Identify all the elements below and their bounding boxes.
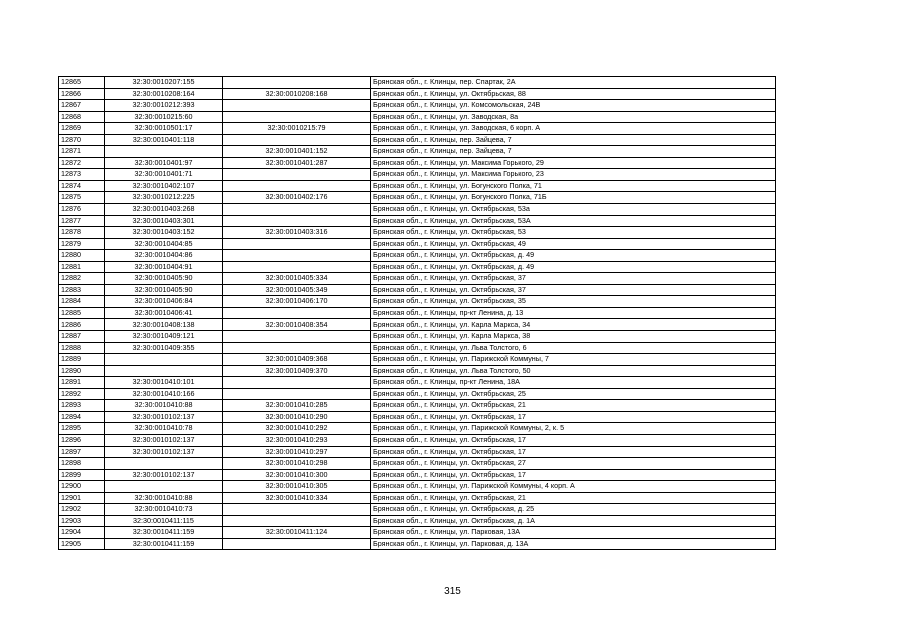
address-cell: Брянская обл., г. Клинцы, ул. Карла Маркса, 34 — [371, 319, 776, 331]
related-cadastral-number-cell: 32:30:0010405:349 — [223, 284, 371, 296]
related-cadastral-number-cell — [223, 100, 371, 112]
address-cell: Брянская обл., г. Клинцы, ул. Октябрьская, 21 — [371, 492, 776, 504]
address-cell: Брянская обл., г. Клинцы, ул. Октябрьская, 17 — [371, 411, 776, 423]
cadastral-number-cell: 32:30:0010212:225 — [105, 192, 223, 204]
row-number-cell: 12892 — [59, 388, 105, 400]
row-number-cell: 12883 — [59, 284, 105, 296]
row-number-cell: 12889 — [59, 354, 105, 366]
table-row — [59, 434, 776, 446]
cadastral-number-cell — [105, 365, 223, 377]
related-cadastral-number-cell: 32:30:0010408:354 — [223, 319, 371, 331]
cadastral-number-cell: 32:30:0010410:78 — [105, 423, 223, 435]
row-number-cell: 12872 — [59, 157, 105, 169]
cadastral-number-cell: 32:30:0010404:86 — [105, 250, 223, 262]
related-cadastral-number-cell — [223, 377, 371, 389]
related-cadastral-number-cell — [223, 204, 371, 216]
table-row — [59, 504, 776, 516]
cadastral-number-cell: 32:30:0010102:137 — [105, 434, 223, 446]
related-cadastral-number-cell — [223, 215, 371, 227]
row-number-cell: 12896 — [59, 434, 105, 446]
table-row — [59, 527, 776, 539]
address-cell: Брянская обл., г. Клинцы, ул. Октябрьская, 37 — [371, 273, 776, 285]
row-number-cell: 12875 — [59, 192, 105, 204]
registry-table — [58, 76, 776, 550]
table-row — [59, 296, 776, 308]
cadastral-number-cell: 32:30:0010406:41 — [105, 307, 223, 319]
cadastral-number-cell: 32:30:0010402:107 — [105, 180, 223, 192]
cadastral-number-cell: 32:30:0010212:393 — [105, 100, 223, 112]
related-cadastral-number-cell: 32:30:0010215:79 — [223, 123, 371, 135]
address-cell: Брянская обл., г. Клинцы, ул. Заводская, 6 корп. А — [371, 123, 776, 135]
row-number-cell: 12897 — [59, 446, 105, 458]
registry-table-body — [59, 77, 776, 550]
table-row — [59, 423, 776, 435]
row-number-cell: 12901 — [59, 492, 105, 504]
cadastral-number-cell: 32:30:0010410:73 — [105, 504, 223, 516]
row-number-cell: 12868 — [59, 111, 105, 123]
cadastral-number-cell: 32:30:0010401:71 — [105, 169, 223, 181]
related-cadastral-number-cell: 32:30:0010208:168 — [223, 88, 371, 100]
cadastral-number-cell — [105, 481, 223, 493]
related-cadastral-number-cell: 32:30:0010401:152 — [223, 146, 371, 158]
address-cell: Брянская обл., г. Клинцы, ул. Октябрьская, 53А — [371, 215, 776, 227]
cadastral-number-cell: 32:30:0010401:118 — [105, 134, 223, 146]
row-number-cell: 12898 — [59, 458, 105, 470]
table-row — [59, 123, 776, 135]
table-row — [59, 331, 776, 343]
table-row — [59, 227, 776, 239]
table-row — [59, 273, 776, 285]
cadastral-number-cell: 32:30:0010410:88 — [105, 400, 223, 412]
cadastral-number-cell: 32:30:0010501:17 — [105, 123, 223, 135]
table-row — [59, 134, 776, 146]
address-cell: Брянская обл., г. Клинцы, ул. Октябрьская, 27 — [371, 458, 776, 470]
related-cadastral-number-cell: 32:30:0010410:297 — [223, 446, 371, 458]
related-cadastral-number-cell — [223, 515, 371, 527]
table-row — [59, 388, 776, 400]
cadastral-number-cell: 32:30:0010404:85 — [105, 238, 223, 250]
related-cadastral-number-cell: 32:30:0010410:334 — [223, 492, 371, 504]
cadastral-number-cell: 32:30:0010403:301 — [105, 215, 223, 227]
table-row — [59, 458, 776, 470]
related-cadastral-number-cell — [223, 134, 371, 146]
related-cadastral-number-cell: 32:30:0010410:305 — [223, 481, 371, 493]
cadastral-number-cell: 32:30:0010404:91 — [105, 261, 223, 273]
address-cell: Брянская обл., г. Клинцы, ул. Октябрьская, д. 25 — [371, 504, 776, 516]
address-cell: Брянская обл., г. Клинцы, ул. Октябрьская, 53а — [371, 204, 776, 216]
table-row — [59, 146, 776, 158]
related-cadastral-number-cell: 32:30:0010410:300 — [223, 469, 371, 481]
related-cadastral-number-cell: 32:30:0010403:316 — [223, 227, 371, 239]
address-cell: Брянская обл., г. Клинцы, ул. Октябрьская, 17 — [371, 434, 776, 446]
address-cell: Брянская обл., г. Клинцы, пер. Зайцева, 7 — [371, 134, 776, 146]
row-number-cell: 12895 — [59, 423, 105, 435]
table-row — [59, 400, 776, 412]
cadastral-number-cell: 32:30:0010102:137 — [105, 469, 223, 481]
row-number-cell: 12890 — [59, 365, 105, 377]
row-number-cell: 12873 — [59, 169, 105, 181]
related-cadastral-number-cell: 32:30:0010411:124 — [223, 527, 371, 539]
table-row — [59, 157, 776, 169]
related-cadastral-number-cell — [223, 538, 371, 550]
cadastral-number-cell: 32:30:0010405:90 — [105, 273, 223, 285]
address-cell: Брянская обл., г. Клинцы, ул. Комсомольская, 24В — [371, 100, 776, 112]
cadastral-number-cell: 32:30:0010406:84 — [105, 296, 223, 308]
address-cell: Брянская обл., г. Клинцы, пер. Зайцева, 7 — [371, 146, 776, 158]
cadastral-number-cell: 32:30:0010410:101 — [105, 377, 223, 389]
row-number-cell: 12867 — [59, 100, 105, 112]
row-number-cell: 12871 — [59, 146, 105, 158]
address-cell: Брянская обл., г. Клинцы, ул. Октябрьская, 21 — [371, 400, 776, 412]
related-cadastral-number-cell — [223, 261, 371, 273]
related-cadastral-number-cell — [223, 111, 371, 123]
row-number-cell: 12903 — [59, 515, 105, 527]
cadastral-number-cell: 32:30:0010215:60 — [105, 111, 223, 123]
address-cell: Брянская обл., г. Клинцы, пр-кт Ленина, 18А — [371, 377, 776, 389]
table-row — [59, 111, 776, 123]
row-number-cell: 12904 — [59, 527, 105, 539]
address-cell: Брянская обл., г. Клинцы, ул. Карла Маркса, 38 — [371, 331, 776, 343]
table-row — [59, 284, 776, 296]
table-row — [59, 204, 776, 216]
address-cell: Брянская обл., г. Клинцы, ул. Парижской Коммуны, 2, к. 5 — [371, 423, 776, 435]
row-number-cell: 12893 — [59, 400, 105, 412]
row-number-cell: 12888 — [59, 342, 105, 354]
cadastral-number-cell: 32:30:0010208:164 — [105, 88, 223, 100]
row-number-cell: 12884 — [59, 296, 105, 308]
address-cell: Брянская обл., г. Клинцы, ул. Льва Толстого, 6 — [371, 342, 776, 354]
row-number-cell: 12894 — [59, 411, 105, 423]
row-number-cell: 12887 — [59, 331, 105, 343]
table-row — [59, 446, 776, 458]
cadastral-number-cell — [105, 146, 223, 158]
table-row — [59, 100, 776, 112]
related-cadastral-number-cell: 32:30:0010405:334 — [223, 273, 371, 285]
row-number-cell: 12869 — [59, 123, 105, 135]
cadastral-number-cell: 32:30:0010408:138 — [105, 319, 223, 331]
related-cadastral-number-cell — [223, 250, 371, 262]
row-number-cell: 12885 — [59, 307, 105, 319]
row-number-cell: 12876 — [59, 204, 105, 216]
address-cell: Брянская обл., г. Клинцы, ул. Октябрьская, д. 1А — [371, 515, 776, 527]
table-row — [59, 261, 776, 273]
related-cadastral-number-cell: 32:30:0010410:298 — [223, 458, 371, 470]
related-cadastral-number-cell — [223, 180, 371, 192]
cadastral-number-cell: 32:30:0010411:159 — [105, 527, 223, 539]
related-cadastral-number-cell: 32:30:0010409:368 — [223, 354, 371, 366]
table-row — [59, 88, 776, 100]
cadastral-number-cell: 32:30:0010403:268 — [105, 204, 223, 216]
address-cell: Брянская обл., г. Клинцы, ул. Октябрьская, 17 — [371, 469, 776, 481]
row-number-cell: 12881 — [59, 261, 105, 273]
address-cell: Брянская обл., г. Клинцы, ул. Октябрьская, д. 49 — [371, 250, 776, 262]
related-cadastral-number-cell: 32:30:0010401:287 — [223, 157, 371, 169]
address-cell: Брянская обл., г. Клинцы, ул. Парковая, д. 13А — [371, 538, 776, 550]
row-number-cell: 12865 — [59, 77, 105, 89]
address-cell: Брянская обл., г. Клинцы, ул. Октябрьская, 49 — [371, 238, 776, 250]
cadastral-number-cell: 32:30:0010102:137 — [105, 446, 223, 458]
cadastral-number-cell — [105, 458, 223, 470]
table-row — [59, 515, 776, 527]
cadastral-number-cell: 32:30:0010410:166 — [105, 388, 223, 400]
cadastral-number-cell: 32:30:0010410:88 — [105, 492, 223, 504]
address-cell: Брянская обл., г. Клинцы, ул. Октябрьская, 37 — [371, 284, 776, 296]
address-cell: Брянская обл., г. Клинцы, ул. Октябрьская, 17 — [371, 446, 776, 458]
address-cell: Брянская обл., г. Клинцы, ул. Парижской Коммуны, 7 — [371, 354, 776, 366]
cadastral-number-cell: 32:30:0010403:152 — [105, 227, 223, 239]
address-cell: Брянская обл., г. Клинцы, пр-кт Ленина, д. 13 — [371, 307, 776, 319]
address-cell: Брянская обл., г. Клинцы, пер. Спартак, 2А — [371, 77, 776, 89]
table-row — [59, 411, 776, 423]
row-number-cell: 12880 — [59, 250, 105, 262]
table-row — [59, 307, 776, 319]
row-number-cell: 12905 — [59, 538, 105, 550]
table-row — [59, 180, 776, 192]
related-cadastral-number-cell — [223, 342, 371, 354]
cadastral-number-cell: 32:30:0010409:121 — [105, 331, 223, 343]
table-row — [59, 365, 776, 377]
row-number-cell: 12902 — [59, 504, 105, 516]
related-cadastral-number-cell: 32:30:0010406:170 — [223, 296, 371, 308]
table-row — [59, 192, 776, 204]
table-row — [59, 250, 776, 262]
address-cell: Брянская обл., г. Клинцы, ул. Парковая, 13А — [371, 527, 776, 539]
row-number-cell: 12879 — [59, 238, 105, 250]
address-cell: Брянская обл., г. Клинцы, ул. Октябрьская, 88 — [371, 88, 776, 100]
address-cell: Брянская обл., г. Клинцы, ул. Максима Горького, 23 — [371, 169, 776, 181]
cadastral-number-cell: 32:30:0010411:159 — [105, 538, 223, 550]
address-cell: Брянская обл., г. Клинцы, ул. Октябрьская, 35 — [371, 296, 776, 308]
table-row — [59, 342, 776, 354]
row-number-cell: 12899 — [59, 469, 105, 481]
cadastral-number-cell: 32:30:0010207:155 — [105, 77, 223, 89]
related-cadastral-number-cell: 32:30:0010402:176 — [223, 192, 371, 204]
page-number: 315 — [444, 586, 461, 597]
row-number-cell: 12866 — [59, 88, 105, 100]
address-cell: Брянская обл., г. Клинцы, ул. Октябрьская, 25 — [371, 388, 776, 400]
table-row — [59, 238, 776, 250]
address-cell: Брянская обл., г. Клинцы, ул. Максима Горького, 29 — [371, 157, 776, 169]
row-number-cell: 12874 — [59, 180, 105, 192]
row-number-cell: 12900 — [59, 481, 105, 493]
table-row — [59, 538, 776, 550]
related-cadastral-number-cell: 32:30:0010410:293 — [223, 434, 371, 446]
address-cell: Брянская обл., г. Клинцы, ул. Богунского Полка, 71Б — [371, 192, 776, 204]
address-cell: Брянская обл., г. Клинцы, ул. Октябрьская, д. 49 — [371, 261, 776, 273]
related-cadastral-number-cell: 32:30:0010410:292 — [223, 423, 371, 435]
address-cell: Брянская обл., г. Клинцы, ул. Заводская, 8а — [371, 111, 776, 123]
related-cadastral-number-cell: 32:30:0010409:370 — [223, 365, 371, 377]
row-number-cell: 12877 — [59, 215, 105, 227]
cadastral-number-cell: 32:30:0010405:90 — [105, 284, 223, 296]
address-cell: Брянская обл., г. Клинцы, ул. Богунского Полка, 71 — [371, 180, 776, 192]
related-cadastral-number-cell — [223, 77, 371, 89]
table-row — [59, 481, 776, 493]
row-number-cell: 12882 — [59, 273, 105, 285]
related-cadastral-number-cell: 32:30:0010410:290 — [223, 411, 371, 423]
address-cell: Брянская обл., г. Клинцы, ул. Парижской Коммуны, 4 корп. А — [371, 481, 776, 493]
table-row — [59, 377, 776, 389]
related-cadastral-number-cell — [223, 169, 371, 181]
cadastral-number-cell: 32:30:0010401:97 — [105, 157, 223, 169]
table-row — [59, 215, 776, 227]
related-cadastral-number-cell: 32:30:0010410:285 — [223, 400, 371, 412]
cadastral-number-cell: 32:30:0010102:137 — [105, 411, 223, 423]
related-cadastral-number-cell — [223, 504, 371, 516]
table-row — [59, 169, 776, 181]
table-row — [59, 492, 776, 504]
related-cadastral-number-cell — [223, 238, 371, 250]
address-cell: Брянская обл., г. Клинцы, ул. Льва Толстого, 50 — [371, 365, 776, 377]
cadastral-number-cell: 32:30:0010409:355 — [105, 342, 223, 354]
related-cadastral-number-cell — [223, 331, 371, 343]
table-row — [59, 469, 776, 481]
row-number-cell: 12870 — [59, 134, 105, 146]
table-row — [59, 77, 776, 89]
related-cadastral-number-cell — [223, 307, 371, 319]
table-row — [59, 319, 776, 331]
row-number-cell: 12891 — [59, 377, 105, 389]
row-number-cell: 12878 — [59, 227, 105, 239]
cadastral-number-cell: 32:30:0010411:115 — [105, 515, 223, 527]
row-number-cell: 12886 — [59, 319, 105, 331]
table-row — [59, 354, 776, 366]
related-cadastral-number-cell — [223, 388, 371, 400]
address-cell: Брянская обл., г. Клинцы, ул. Октябрьская, 53 — [371, 227, 776, 239]
cadastral-number-cell — [105, 354, 223, 366]
